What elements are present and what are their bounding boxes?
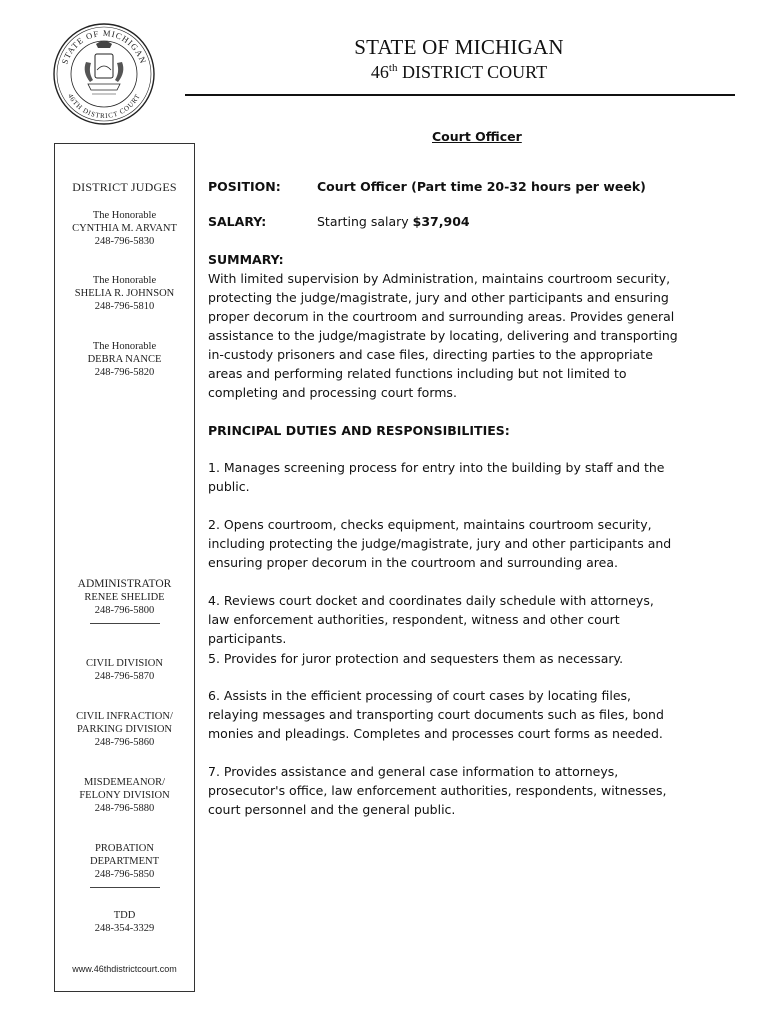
judge-name: DEBRA NANCE — [87, 354, 162, 365]
divider — [90, 887, 160, 888]
judge-honorific: The Honorable — [92, 210, 157, 221]
header-rule — [185, 94, 735, 96]
judges-heading: DISTRICT JUDGES — [72, 180, 177, 194]
judge-entry — [55, 274, 194, 313]
position-value: Court Officer (Part time 20-32 hours per week) — [317, 179, 646, 194]
duty-item: 6. Assists in the efficient processing of court cases by locating files, relaying messages and transporting court documents such as files, bond monies and pleadings. Completes and processes court forms as needed. — [208, 688, 664, 741]
judge-entry — [55, 209, 194, 248]
position-label: POSITION: — [208, 179, 281, 194]
court-name: DISTRICT COURT — [401, 62, 548, 82]
judge-honorific: The Honorable — [92, 275, 157, 286]
division-entry — [55, 710, 194, 749]
header-state: STATE OF MICHIGAN — [354, 35, 564, 59]
division-name: DEPARTMENT — [90, 856, 159, 867]
duty-item: 7. Provides assistance and general case information to attorneys, prosecutor's office, law enforcement authorities, respondents, witnesses, court personnel and the general public. — [208, 764, 667, 817]
website-link[interactable]: www.46thdistrictcourt.com — [72, 964, 177, 974]
division-name: MISDEMEANOR/ — [83, 777, 166, 788]
administrator-title: ADMINISTRATOR — [77, 578, 172, 590]
salary-value — [317, 214, 470, 229]
judge-name: CYNTHIA M. ARVANT — [72, 223, 177, 234]
job-title: Court Officer — [432, 129, 522, 144]
judge-phone: 248-796-5830 — [94, 236, 155, 247]
tdd-label: TDD — [113, 910, 136, 921]
salary-amount: $37,904 — [412, 214, 470, 229]
duties-heading: PRINCIPAL DUTIES AND RESPONSIBILITIES: — [208, 423, 510, 438]
division-name: PROBATION — [95, 843, 154, 854]
division-phone: 248-796-5850 — [94, 869, 155, 880]
division-entry — [55, 776, 194, 815]
duty-item: 4. Reviews court docket and coordinates daily schedule with attorneys, law enforcement authorities, respondent, witness and other court participants. — [208, 593, 654, 646]
court-number-suffix: th — [388, 62, 398, 74]
division-entry — [55, 842, 194, 888]
division-name: PARKING DIVISION — [77, 724, 172, 735]
division-name: FELONY DIVISION — [79, 790, 170, 801]
division-name: CIVIL DIVISION — [86, 658, 163, 669]
judge-entry — [55, 340, 194, 379]
division-entry — [55, 657, 194, 683]
division-name: CIVIL INFRACTION/ — [76, 711, 173, 722]
division-phone: 248-796-5880 — [94, 803, 155, 814]
header-court — [300, 62, 618, 83]
court-seal-logo — [52, 22, 156, 126]
svg-text:STATE OF MICHIGAN: STATE OF MICHIGAN — [59, 27, 149, 66]
summary-text: With limited supervision by Administration, maintains courtroom security, protecting the judge/magistrate, jury and other participants and ensuring proper decorum in the courtroom and surrounding areas. Provides general assistance to the judge/magistrate by locating, delivering and transporting in-custody prisoners and case files, directing parties to the appropriate areas and performing related functions including but not limited to completing and processing court forms. — [208, 271, 678, 400]
judge-phone: 248-796-5820 — [94, 367, 155, 378]
judge-phone: 248-796-5810 — [94, 301, 155, 312]
court-number: 46 — [370, 62, 389, 82]
tdd-phone: 248-354-3329 — [94, 923, 155, 934]
administrator-entry — [55, 578, 194, 624]
salary-prefix: Starting salary — [317, 214, 413, 229]
summary-label: SUMMARY: — [208, 252, 284, 267]
judge-honorific: The Honorable — [92, 341, 157, 352]
summary-section — [208, 250, 678, 402]
administrator-phone: 248-796-5800 — [94, 605, 155, 616]
duty-item: 5. Provides for juror protection and sequesters them as necessary. — [208, 651, 624, 666]
tdd-entry — [55, 909, 194, 935]
duty-item: 2. Opens courtroom, checks equipment, maintains courtroom security, including protecting the judge/magistrate, jury and other participants and ensuring proper decorum in the courtroom and surrounding area. — [208, 517, 672, 570]
svg-text:46TH DISTRICT COURT: 46TH DISTRICT COURT — [66, 92, 142, 121]
salary-label: SALARY: — [208, 214, 267, 229]
duty-item: 1. Manages screening process for entry into the building by staff and the public. — [208, 460, 665, 494]
division-phone: 248-796-5870 — [94, 671, 155, 682]
division-phone: 248-796-5860 — [94, 737, 155, 748]
administrator-name: RENEE SHELIDE — [84, 592, 165, 603]
divider — [90, 623, 160, 624]
sidebar-directory — [54, 143, 195, 992]
judge-name: SHELIA R. JOHNSON — [74, 288, 175, 299]
